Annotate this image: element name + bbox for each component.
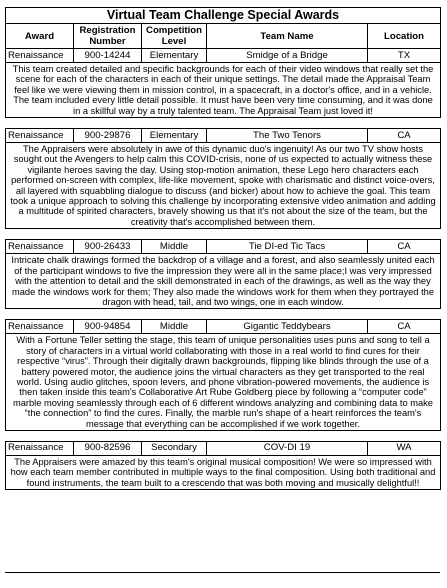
location-cell: WA bbox=[368, 441, 441, 455]
description-cell: This team created detailed and specific backgrounds for each of their video windows that really set the scene for each of the characters in each of their unique settings. The detail made the Appraisal Team feel like we were viewing them in mission control, in a spacecraft, in a doctor's office, and in a vehicle. The team included every little detail possible. It must have been very time consuming, and it was done in a skillful way by a truly talented team. The Appraisal Team just loved it! bbox=[6, 63, 441, 118]
award-row bbox=[6, 320, 441, 334]
award-cell: Renaissance bbox=[6, 441, 74, 455]
header-competition: Competition Level bbox=[142, 24, 207, 49]
awards-table bbox=[5, 319, 441, 431]
team-cell: Tie DI-ed Tic Tacs bbox=[207, 240, 368, 254]
description-row bbox=[6, 334, 441, 431]
header-team: Team Name bbox=[207, 24, 368, 49]
team-cell: Smidge of a Bridge bbox=[207, 49, 368, 63]
level-cell: Middle bbox=[142, 320, 207, 334]
team-cell: COV-DI 19 bbox=[207, 441, 368, 455]
team-cell: The Two Tenors bbox=[207, 129, 368, 143]
location-cell: CA bbox=[368, 320, 441, 334]
awards-table bbox=[5, 128, 441, 229]
description-cell: With a Fortune Teller setting the stage, this team of unique personalities uses puns and song to tell a story of characters in a virtual world collaborating with those in a real world to find cures for their respective “virus”. Through their digitally drawn backgrounds, flipping like blinds through the use of a battery powered motor, the audience joins the virtual characters as they get transported to the real world. Using audio glitches, spoon levers, and phone vibration-powered movements, the audience is then taken inside this team's Collaborative Art Rube Goldberg piece by following a “computer code” marble moving seamlessly through each of 6 different windows analyzing and combining data to make “the connection” to find the cures. Finally, the marble run's shape of a heart reinforces the team's message that everything can be accomplished if we work together. bbox=[6, 334, 441, 431]
award-row bbox=[6, 49, 441, 63]
description-cell: Intricate chalk drawings formed the backdrop of a village and a forest, and also seamlessly united each of the participant windows to five the impression they were all in the same place;I was very impressed with the attention to detail and the skill demonstrated in each of the drawings, as well as the way they made the windows work for them; They also made the windows work for them when they portrayed the dragon with head, tail, and two wings, one in each window. bbox=[6, 254, 441, 309]
registration-cell: 900-14244 bbox=[74, 49, 142, 63]
description-row bbox=[6, 455, 441, 489]
award-cell: Renaissance bbox=[6, 49, 74, 63]
award-cell: Renaissance bbox=[6, 240, 74, 254]
registration-cell: 900-82596 bbox=[74, 441, 142, 455]
location-cell: TX bbox=[368, 49, 441, 63]
location-cell: CA bbox=[368, 240, 441, 254]
description-cell: The Appraisers were absolutely in awe of this dynamic duo's ingenuity! As our two TV show hosts sought out the Avengers to help calm this COVID-crisis, none of us expected to actually witness these vigilante heroes saving the day. Using stop-motion animation, these Lego hero characters each performed on-screen with complex, life-like movement, spoke with charismatic and distinct voice-overs, all layered with squabbling dialogue to discuss (and bicker) about how to achieve the goal. This team took a unique approach to solving this challenge by incorporating extensive video animation and adding a multitude of spirited characters, bravely showing us that it's not about the size of the team, but the creativity that's accomplished between them. bbox=[6, 143, 441, 229]
location-cell: CA bbox=[368, 129, 441, 143]
registration-cell: 900-29876 bbox=[74, 129, 142, 143]
award-row bbox=[6, 441, 441, 455]
header-award: Award bbox=[6, 24, 74, 49]
awards-document bbox=[5, 7, 440, 490]
level-cell: Elementary bbox=[142, 49, 207, 63]
header-registration: Registration Number bbox=[74, 24, 142, 49]
award-cell: Renaissance bbox=[6, 129, 74, 143]
level-cell: Middle bbox=[142, 240, 207, 254]
award-cell: Renaissance bbox=[6, 320, 74, 334]
description-row bbox=[6, 143, 441, 229]
level-cell: Secondary bbox=[142, 441, 207, 455]
award-row bbox=[6, 129, 441, 143]
registration-cell: 900-94854 bbox=[74, 320, 142, 334]
awards-table bbox=[5, 441, 441, 490]
description-cell: The Appraisers were amazed by this team's original musical composition! We were so impressed with how each team member contributed in multiple ways to the final composition. Using both traditional and found instruments, the team built to a crescendo that was both moving and musically delightful!! bbox=[6, 455, 441, 489]
registration-cell: 900-26433 bbox=[74, 240, 142, 254]
header-row bbox=[6, 24, 441, 49]
level-cell: Elementary bbox=[142, 129, 207, 143]
awards-table bbox=[5, 239, 441, 309]
header-location: Location bbox=[368, 24, 441, 49]
awards-table bbox=[5, 7, 441, 118]
document-title: Virtual Team Challenge Special Awards bbox=[6, 8, 441, 24]
team-cell: Gigantic Teddybears bbox=[207, 320, 368, 334]
description-row bbox=[6, 254, 441, 309]
next-table-edge bbox=[5, 572, 440, 573]
award-row bbox=[6, 240, 441, 254]
description-row bbox=[6, 63, 441, 118]
